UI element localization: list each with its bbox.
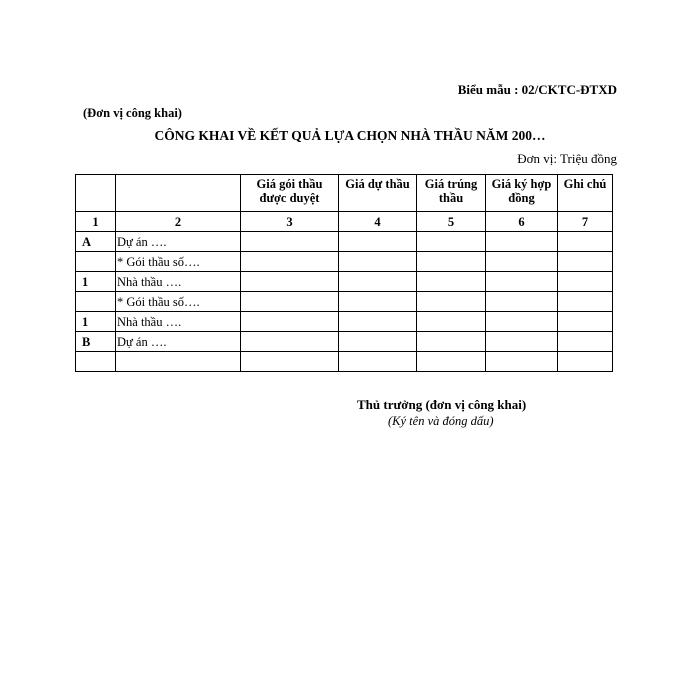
row-label: Nhà thầu …. — [116, 272, 241, 292]
column-header — [116, 175, 241, 212]
column-number-row — [76, 212, 613, 232]
column-number: 3 — [241, 212, 339, 232]
row-label: Dự án …. — [116, 232, 241, 252]
row-label: Dự án …. — [116, 332, 241, 352]
column-number: 6 — [486, 212, 558, 232]
currency-unit-note: Đơn vị: Triệu đồng — [517, 151, 617, 166]
row-label — [116, 352, 241, 372]
row-index — [76, 292, 116, 312]
contractor-results-table — [75, 174, 613, 372]
column-number: 7 — [558, 212, 613, 232]
table-header-row — [76, 175, 613, 212]
signature-title: Thủ trưởng (đơn vị công khai) — [357, 397, 527, 412]
column-header-bid-price: Giá dự thầu — [339, 175, 417, 212]
row-index — [76, 252, 116, 272]
column-header-package-price: Giá gói thầu được duyệt — [241, 175, 339, 212]
table-row — [76, 352, 613, 372]
table-row — [76, 252, 613, 272]
table-row — [76, 232, 613, 252]
row-index: 1 — [76, 272, 116, 292]
column-header-winning-price: Giá trúng thầu — [417, 175, 486, 212]
column-number: 2 — [116, 212, 241, 232]
row-label: * Gói thầu số…. — [116, 292, 241, 312]
table-row — [76, 312, 613, 332]
column-number: 4 — [339, 212, 417, 232]
row-index: 1 — [76, 312, 116, 332]
row-index: A — [76, 232, 116, 252]
column-number: 5 — [417, 212, 486, 232]
table-row — [76, 272, 613, 292]
public-unit-label: (Đơn vị công khai) — [83, 106, 182, 120]
column-header-contract-price: Giá ký hợp đồng — [486, 175, 558, 212]
column-header — [76, 175, 116, 212]
form-code: Biểu mẫu : 02/CKTC-ĐTXD — [457, 82, 617, 97]
row-index: B — [76, 332, 116, 352]
page-title: CÔNG KHAI VỀ KẾT QUẢ LỰA CHỌN NHÀ THẦU NĂM 200… — [154, 128, 546, 143]
row-index — [76, 352, 116, 372]
row-label: * Gói thầu số…. — [116, 252, 241, 272]
signature-note: (Ký tên và đóng dấu) — [388, 414, 494, 428]
table-row — [76, 292, 613, 312]
row-label: Nhà thầu …. — [116, 312, 241, 332]
column-header-notes: Ghi chú — [558, 175, 613, 212]
table-row — [76, 332, 613, 352]
column-number: 1 — [76, 212, 116, 232]
